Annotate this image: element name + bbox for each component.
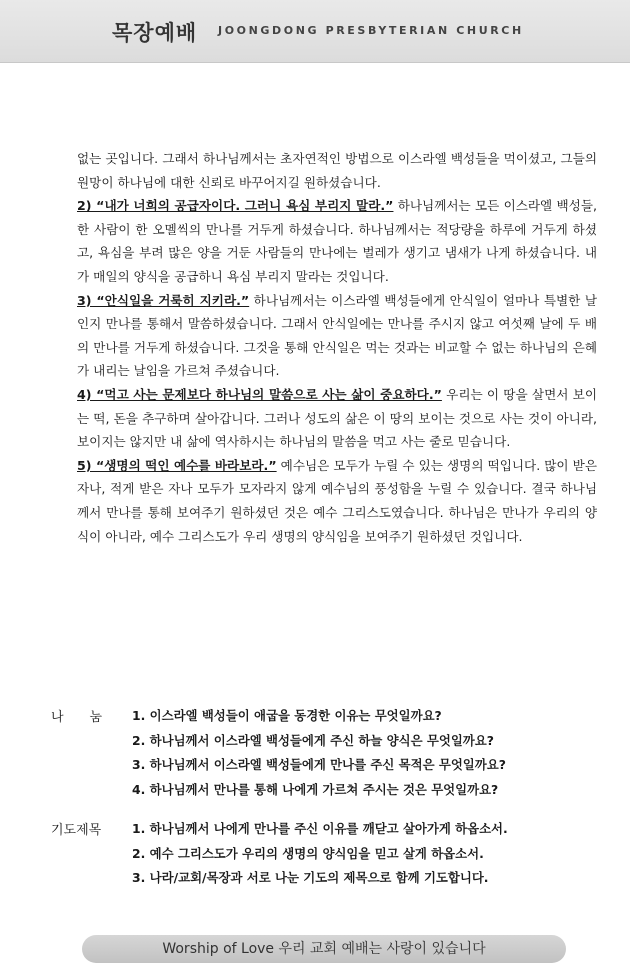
- point-5-heading: 5) “생명의 떡인 예수를 바라보라.”: [77, 457, 277, 473]
- point-3: [77, 289, 597, 383]
- sharing-question: 1. 이스라엘 백성들이 애굽을 동경한 이유는 무엇일까요?: [132, 708, 442, 723]
- header-title: 목장예배: [112, 21, 198, 45]
- point-4: [77, 383, 597, 454]
- intro-paragraph: 없는 곳입니다. 그래서 하나님께서는 초자연적인 방법으로 이스라엘 백성들을 먹이셨고, 그들의 원망이 하나님에 대한 신뢰로 바꾸어지길 원하셨습니다.: [77, 151, 597, 190]
- sermon-body: [77, 147, 597, 548]
- footer-banner: Worship of Love 우리 교회 예배는 사랑이 있습니다: [82, 935, 566, 963]
- sharing-question: 3. 하나님께서 이스라엘 백성들에게 만나를 주신 목적은 무엇일까요?: [132, 757, 506, 772]
- prayer-item: 1. 하나님께서 나에게 만나를 주신 이유를 깨닫고 살아가게 하옵소서.: [132, 821, 508, 836]
- header-subtitle: JOONGDONG PRESBYTERIAN CHURCH: [218, 24, 524, 37]
- page-header: [0, 0, 630, 63]
- point-4-text: 우리는 이 땅을 살면서 보이는 떡, 돈을 추구하며 살아갑니다. 그러나 성도의 삶은 이 땅의 보이는 것으로 사는 것이 아니라, 보이지는 않지만 내 삶에 역사하시는 하나님의 말씀을 먹고 사는 줄로 믿습니다.: [77, 386, 597, 450]
- sharing-question: 2. 하나님께서 이스라엘 백성들에게 주신 하늘 양식은 무엇일까요?: [132, 732, 494, 748]
- point-5: [77, 454, 597, 548]
- prayer-item: 3. 나라/교회/목장과 서로 나눈 기도의 제목으로 함께 기도합니다.: [132, 870, 489, 885]
- point-5-text: 예수님은 모두가 누릴 수 있는 생명의 떡입니다. 많이 받은 자나, 적게 받은 자나 모두가 모자라지 않게 예수님의 풍성함을 누릴 수 있습니다. 결국 하나님께서 만나를 통해 보여주기 원하셨던 것은 예수 그리스도였습니다. 하나님은 만나가 우리의 양식이 아니라, 예수 그리스도가 우리 생명의 양식임을 보여주기 원하셨던 것입니다.: [77, 457, 597, 544]
- prayer-item: 2. 예수 그리스도가 우리의 생명의 양식임을 믿고 살게 하옵소서.: [132, 845, 484, 861]
- point-3-text: 하나님께서는 이스라엘 백성들에게 안식일이 얼마나 특별한 날인지 만나를 통해서 말씀하셨습니다. 그래서 안식일에는 만나를 주시지 않고 여섯째 날에 두 배의 만나를 거두게 하셨습니다. 그것을 통해 안식일은 먹는 것과는 비교할 수 없는 하나님의 은혜가 내리는 날임을 가르쳐 주셨습니다.: [77, 292, 597, 379]
- point-2: [77, 194, 597, 288]
- prayer-label: 기도제목: [51, 823, 102, 838]
- point-4-heading: 4) “먹고 사는 문제보다 하나님의 말씀으로 사는 삶이 중요하다.”: [77, 386, 442, 402]
- point-2-text: 하나님께서는 모든 이스라엘 백성들, 한 사람이 한 오멜씩의 만나를 거두게 하셨습니다. 하나님께서는 적당량을 하루에 거두게 하셨고, 욕심을 부려 많은 양을 거둔 사람들의 만나에는 벌레가 생기고 냄새가 나게 하셨습니다. 내가 매일의 양식을 공급하니 욕심 부리지 말라는 것입니다.: [77, 198, 597, 284]
- prayer-items: [132, 817, 508, 891]
- point-2-heading: 2) “내가 너희의 공급자이다. 그러니 욕심 부리지 말라.”: [77, 198, 394, 214]
- sharing-label: 나 눔: [51, 710, 103, 725]
- sharing-questions: [132, 704, 506, 802]
- sharing-question: 4. 하나님께서 만나를 통해 나에게 가르쳐 주시는 것은 무엇일까요?: [132, 781, 499, 797]
- point-3-heading: 3) “안식일을 거룩히 지키라.”: [77, 292, 250, 308]
